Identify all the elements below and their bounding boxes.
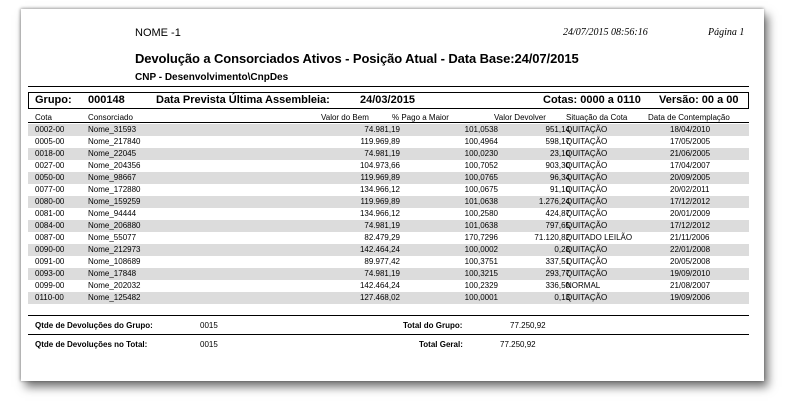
cell-valor-bem: 119.969,89: [360, 197, 400, 206]
cell-valor-bem: 127.468,02: [359, 293, 400, 302]
qtde-total-label: Qtde de Devoluções no Total:: [35, 340, 148, 349]
col-header-valor-bem: Valor do Bem: [321, 113, 369, 122]
col-header-cota: Cota: [35, 113, 52, 122]
cell-valor-bem: 89.977,42: [364, 257, 400, 266]
report-subtitle: CNP - Desenvolvimento\CnpDes: [135, 72, 289, 83]
table-bottom-divider: [28, 315, 749, 316]
table-row: [28, 196, 749, 208]
cell-contemplacao: 21/06/2005: [670, 149, 711, 158]
cell-valor-devolver: 0,13: [554, 293, 570, 302]
cell-contemplacao: 17/12/2012: [670, 197, 711, 206]
cell-situacao: QUITAÇÃO: [566, 137, 608, 146]
assembleia-date: 24/03/2015: [360, 94, 416, 106]
cell-pago-maior: 100,0001: [464, 293, 498, 302]
cotas-range: Cotas: 0000 a 0110: [543, 94, 641, 106]
cell-cota: 0084-00: [35, 221, 65, 230]
table-row: [28, 160, 749, 172]
cell-valor-bem: 119.969,89: [360, 173, 400, 182]
table-row: [28, 292, 749, 304]
cell-valor-devolver: 797,65: [545, 221, 570, 230]
cell-valor-devolver: 293,77: [545, 269, 570, 278]
report-name: NOME -1: [135, 27, 181, 39]
cell-consorciado: Nome_212973: [88, 245, 141, 254]
cell-pago-maior: 170,7296: [464, 233, 498, 242]
cell-cota: 0018-00: [35, 149, 65, 158]
cell-valor-bem: 104.973,66: [359, 161, 400, 170]
cell-consorciado: Nome_204356: [88, 161, 141, 170]
cell-situacao: QUITAÇÃO: [566, 257, 608, 266]
cell-pago-maior: 100,3751: [464, 257, 498, 266]
cell-cota: 0027-00: [35, 161, 65, 170]
cell-contemplacao: 20/02/2011: [670, 185, 710, 194]
cell-pago-maior: 100,2329: [464, 281, 498, 290]
cell-consorciado: Nome_125482: [88, 293, 141, 302]
cell-pago-maior: 100,0230: [464, 149, 498, 158]
cell-cota: 0091-00: [35, 257, 65, 266]
report-datetime: 24/07/2015 08:56:16: [563, 27, 648, 38]
table-row: [28, 232, 749, 244]
total-geral-label: Total Geral:: [419, 340, 463, 349]
cell-pago-maior: 100,7052: [464, 161, 498, 170]
table-row: [28, 124, 749, 136]
cell-cota: 0050-00: [35, 173, 65, 182]
cell-pago-maior: 100,0002: [464, 245, 498, 254]
cell-valor-devolver: 424,87: [545, 209, 570, 218]
cell-consorciado: Nome_217840: [88, 137, 141, 146]
cell-valor-devolver: 951,14: [545, 125, 570, 134]
cell-contemplacao: 19/09/2006: [670, 293, 711, 302]
cell-consorciado: Nome_98667: [88, 173, 137, 182]
cell-valor-bem: 119.969,89: [360, 137, 400, 146]
cell-valor-devolver: 1.276,24: [538, 197, 570, 206]
cell-valor-bem: 134.966,12: [359, 185, 400, 194]
qtde-grupo-value: 0015: [200, 321, 218, 330]
cell-contemplacao: 20/05/2008: [670, 257, 711, 266]
cell-situacao: NORMAL: [566, 281, 601, 290]
cell-valor-devolver: 96,34: [549, 173, 570, 182]
cell-cota: 0080-00: [35, 197, 65, 206]
cell-consorciado: Nome_22045: [88, 149, 137, 158]
cell-valor-bem: 74.981,19: [364, 149, 400, 158]
table-row: [28, 256, 749, 268]
table-row: [28, 184, 749, 196]
cell-valor-bem: 74.981,19: [364, 269, 400, 278]
cell-contemplacao: 20/01/2009: [670, 209, 711, 218]
cell-situacao: QUITAÇÃO: [566, 173, 608, 182]
cell-valor-bem: 82.479,29: [364, 233, 400, 242]
cell-contemplacao: 20/09/2005: [670, 173, 711, 182]
cell-valor-devolver: 903,30: [545, 161, 570, 170]
cell-cota: 0110-00: [35, 293, 64, 302]
cell-consorciado: Nome_172880: [88, 185, 141, 194]
qtde-total-value: 0015: [200, 340, 218, 349]
cell-pago-maior: 101,0638: [464, 197, 498, 206]
cell-valor-devolver: 598,17: [545, 137, 570, 146]
total-grupo-label: Total do Grupo:: [403, 321, 463, 330]
cell-situacao: QUITAÇÃO: [566, 245, 608, 254]
table-row: [28, 220, 749, 232]
cell-valor-bem: 134.966,12: [359, 209, 400, 218]
cell-cota: 0093-00: [35, 269, 65, 278]
cell-consorciado: Nome_108689: [88, 257, 141, 266]
cell-consorciado: Nome_31593: [88, 125, 137, 134]
col-header-contemplacao: Data de Contemplação: [648, 113, 730, 122]
cell-cota: 0099-00: [35, 281, 65, 290]
cell-contemplacao: 18/04/2010: [670, 125, 711, 134]
cell-pago-maior: 100,3215: [464, 269, 498, 278]
cell-situacao: QUITAÇÃO: [566, 197, 608, 206]
cell-situacao: QUITAÇÃO: [566, 149, 608, 158]
group-header-box: [28, 92, 749, 109]
cell-pago-maior: 100,0675: [464, 185, 498, 194]
group-label: Grupo:: [35, 94, 72, 106]
cell-cota: 0081-00: [35, 209, 65, 218]
cell-consorciado: Nome_202032: [88, 281, 141, 290]
cell-contemplacao: 19/09/2010: [670, 269, 711, 278]
cell-valor-bem: 142.464,24: [359, 245, 400, 254]
table-row: [28, 148, 749, 160]
column-header-divider: [28, 122, 749, 123]
cell-cota: 0087-00: [35, 233, 65, 242]
assembleia-label: Data Prevista Última Assembleia:: [156, 94, 330, 106]
cell-contemplacao: 17/12/2012: [670, 221, 711, 230]
data-table: [28, 124, 749, 304]
cell-situacao: QUITAÇÃO: [566, 293, 608, 302]
cell-valor-devolver: 91,10: [549, 185, 570, 194]
cell-valor-bem: 142.464,24: [359, 281, 400, 290]
cell-cota: 0002-00: [35, 125, 65, 134]
cell-consorciado: Nome_17848: [88, 269, 137, 278]
cell-valor-bem: 74.981,19: [364, 125, 400, 134]
table-row: [28, 268, 749, 280]
group-value: 000148: [88, 94, 125, 106]
cell-situacao: QUITAÇÃO: [566, 209, 608, 218]
table-row: [28, 280, 749, 292]
cell-consorciado: Nome_94444: [88, 209, 137, 218]
cell-cota: 0005-00: [35, 137, 65, 146]
cell-valor-devolver: 0,28: [554, 245, 570, 254]
cell-cota: 0090-00: [35, 245, 65, 254]
cell-situacao: QUITAÇÃO: [566, 185, 608, 194]
col-header-situacao: Situação da Cota: [566, 113, 628, 122]
cell-valor-devolver: 336,50: [545, 281, 570, 290]
total-geral-value: 77.250,92: [500, 340, 536, 349]
cell-situacao: QUITAÇÃO: [566, 125, 608, 134]
col-header-pago-maior: % Pago a Maior: [392, 113, 449, 122]
cell-consorciado: Nome_55077: [88, 233, 137, 242]
cell-pago-maior: 100,2580: [464, 209, 498, 218]
cell-consorciado: Nome_206880: [88, 221, 141, 230]
cell-contemplacao: 17/04/2007: [670, 161, 711, 170]
versao-range: Versão: 00 a 00: [659, 94, 739, 106]
col-header-consorciado: Consorciado: [88, 113, 133, 122]
cell-contemplacao: 22/01/2008: [670, 245, 711, 254]
cell-contemplacao: 21/11/2006: [670, 233, 710, 242]
total-grupo-value: 77.250,92: [510, 321, 546, 330]
cell-pago-maior: 101,0538: [464, 125, 498, 134]
cell-situacao: QUITADO LEILÃO: [566, 233, 633, 242]
table-row: [28, 172, 749, 184]
report-page: [21, 9, 764, 381]
qtde-grupo-label: Qtde de Devoluções do Grupo:: [35, 321, 153, 330]
cell-situacao: QUITAÇÃO: [566, 161, 608, 170]
table-row: [28, 136, 749, 148]
cell-valor-devolver: 337,51: [545, 257, 570, 266]
cell-pago-maior: 100,0765: [464, 173, 498, 182]
page-number: Página 1: [708, 27, 745, 38]
cell-valor-bem: 74.981,19: [364, 221, 400, 230]
cell-contemplacao: 17/05/2005: [670, 137, 711, 146]
footer-divider: [28, 334, 749, 335]
table-row: [28, 208, 749, 220]
cell-consorciado: Nome_159259: [88, 197, 141, 206]
cell-situacao: QUITAÇÃO: [566, 269, 608, 278]
cell-contemplacao: 21/08/2007: [670, 281, 711, 290]
cell-valor-devolver: 23,10: [549, 149, 570, 158]
col-header-valor-devolver: Valor Devolver: [494, 113, 546, 122]
table-row: [28, 244, 749, 256]
cell-cota: 0077-00: [35, 185, 65, 194]
cell-pago-maior: 101,0638: [464, 221, 498, 230]
cell-situacao: QUITAÇÃO: [566, 221, 608, 230]
cell-valor-devolver: 71.120,82: [534, 233, 570, 242]
cell-pago-maior: 100,4964: [464, 137, 498, 146]
header-divider: [28, 86, 749, 87]
report-title: Devolução a Consorciados Ativos - Posição Atual - Data Base:24/07/2015: [135, 51, 579, 66]
